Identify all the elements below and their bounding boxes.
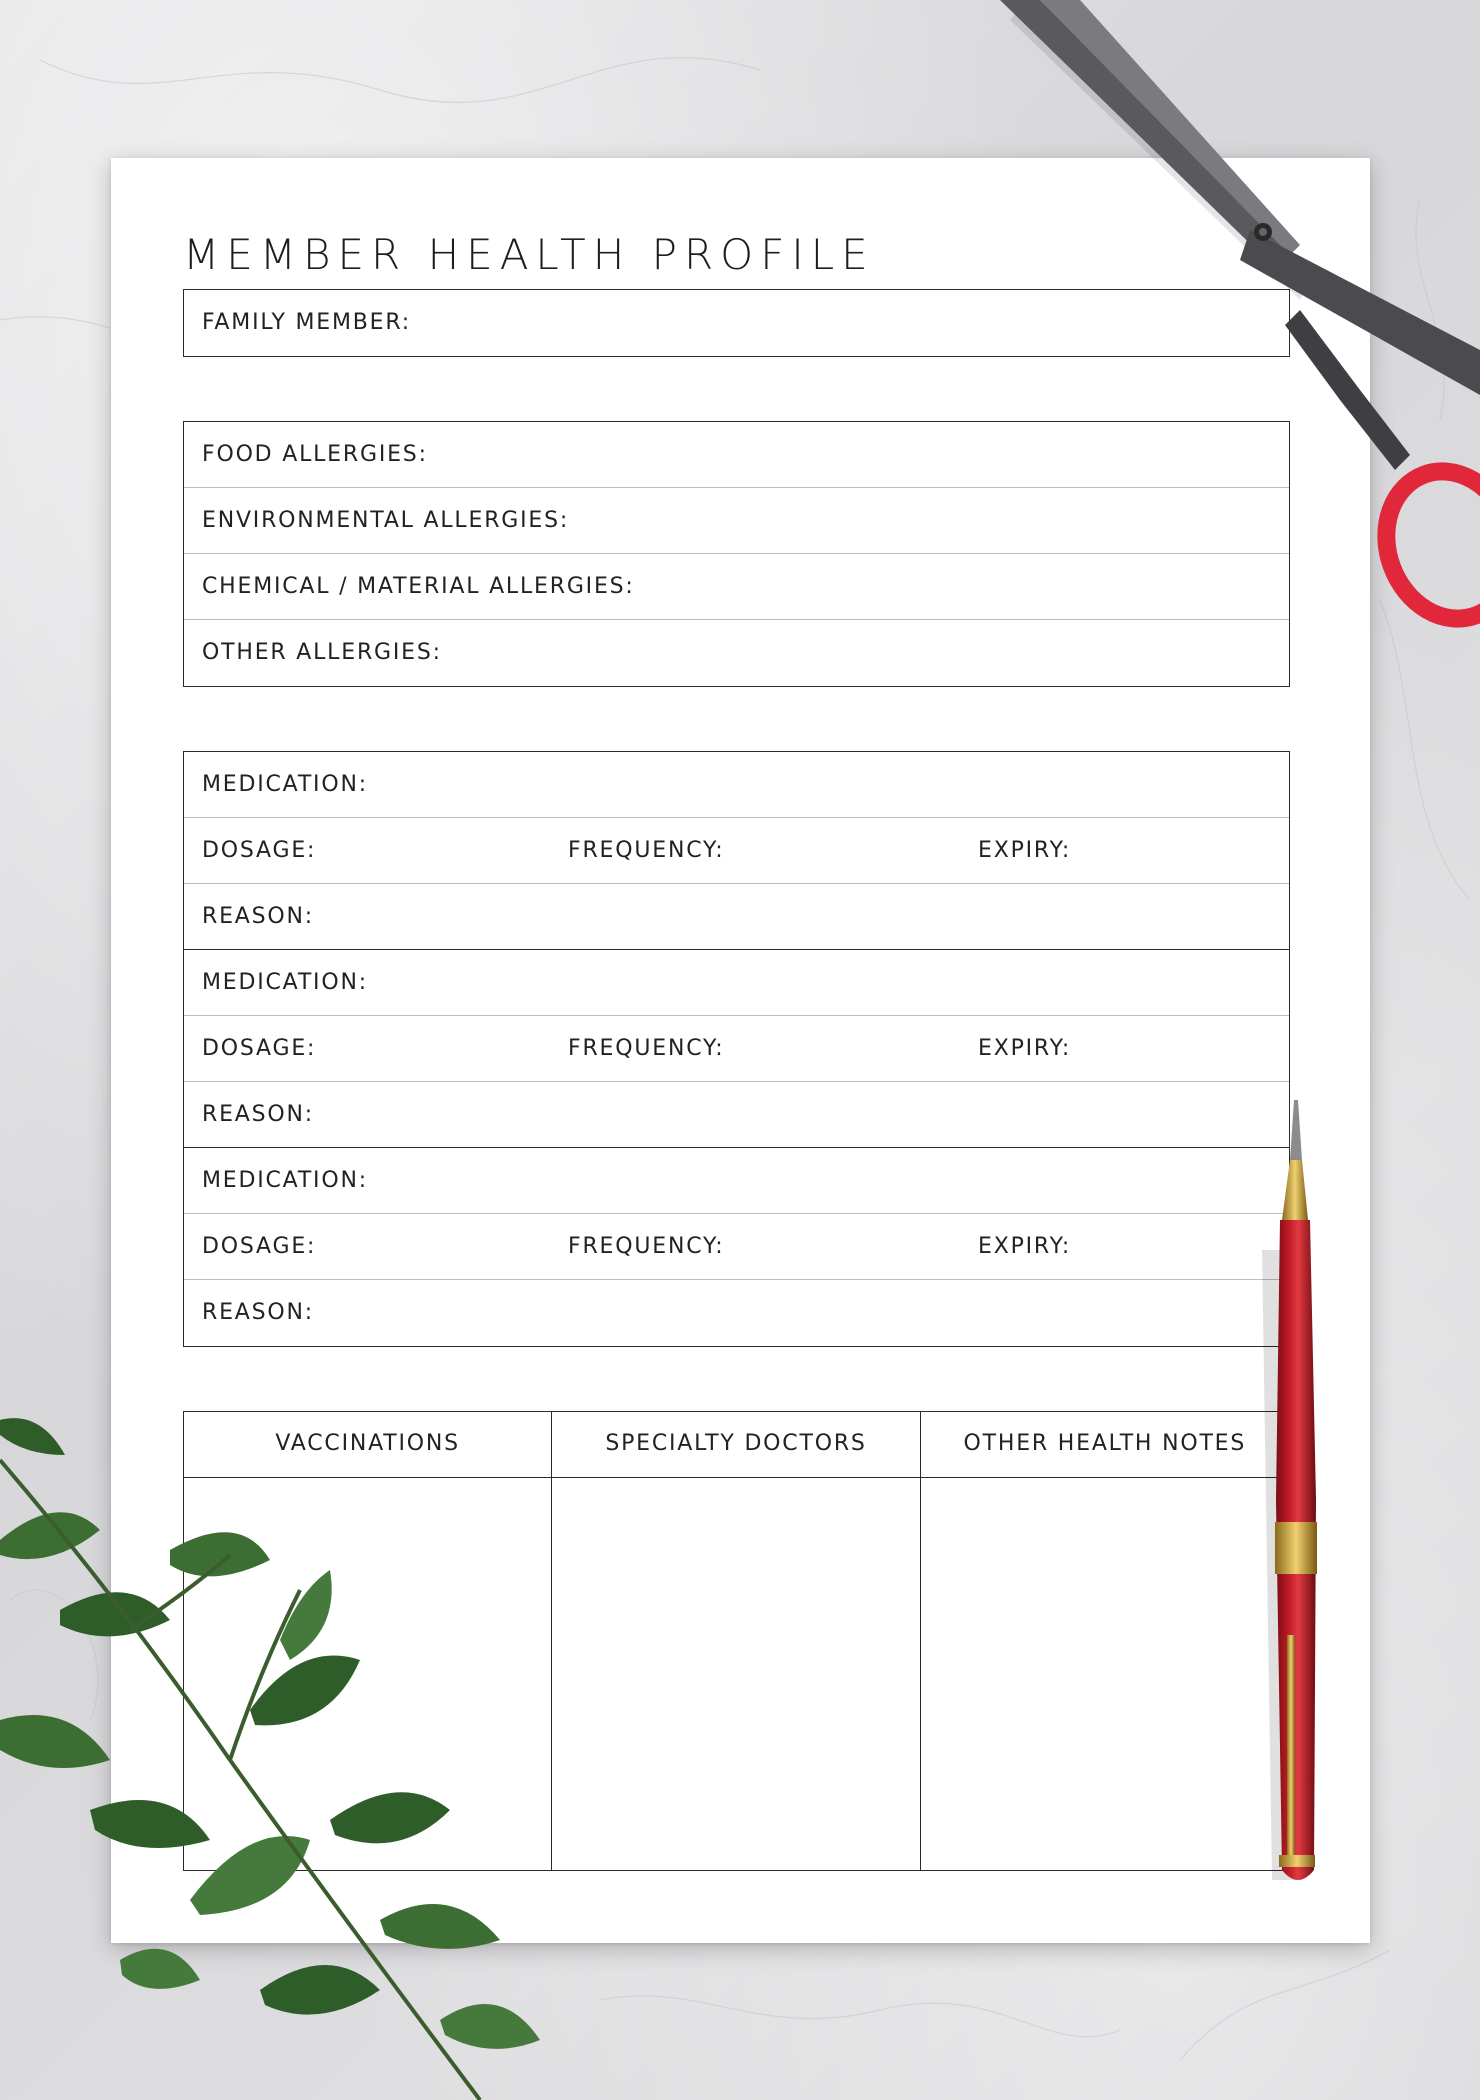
dosage-row (184, 1016, 1289, 1082)
vaccinations-area[interactable] (184, 1478, 552, 1870)
reason-field[interactable] (184, 1082, 1289, 1148)
page-title: MEMBER HEALTH PROFILE (183, 230, 875, 279)
allergies-box (183, 421, 1290, 687)
medication-label: MEDICATION: (202, 970, 368, 995)
family-member-field[interactable] (184, 290, 1289, 356)
reason-label: REASON: (202, 904, 314, 929)
reason-field[interactable] (184, 1280, 1289, 1346)
frequency-label: FREQUENCY: (568, 838, 725, 863)
dosage-row (184, 1214, 1289, 1280)
medications-box (183, 751, 1290, 1347)
frequency-label: FREQUENCY: (568, 1234, 725, 1259)
dosage-label: DOSAGE: (202, 838, 317, 863)
food-allergies-field[interactable] (184, 422, 1289, 488)
chemical-allergies-label: CHEMICAL / MATERIAL ALLERGIES: (202, 574, 635, 599)
frequency-label: FREQUENCY: (568, 1036, 725, 1061)
vaccinations-header: VACCINATIONS (184, 1412, 552, 1478)
other-health-notes-header: OTHER HEALTH NOTES (921, 1412, 1289, 1478)
expiry-label: EXPIRY: (978, 1234, 1072, 1259)
other-allergies-label: OTHER ALLERGIES: (202, 640, 442, 665)
other-allergies-field[interactable] (184, 620, 1289, 686)
expiry-label: EXPIRY: (978, 1036, 1072, 1061)
notes-grid (183, 1411, 1290, 1871)
environmental-allergies-field[interactable] (184, 488, 1289, 554)
environmental-allergies-label: ENVIRONMENTAL ALLERGIES: (202, 508, 570, 533)
dosage-label: DOSAGE: (202, 1234, 317, 1259)
family-member-label: FAMILY MEMBER: (202, 310, 411, 335)
medication-label: MEDICATION: (202, 1168, 368, 1193)
chemical-allergies-field[interactable] (184, 554, 1289, 620)
medication-field[interactable] (184, 1148, 1289, 1214)
specialty-doctors-area[interactable] (552, 1478, 920, 1870)
reason-label: REASON: (202, 1300, 314, 1325)
planner-page (111, 158, 1370, 1943)
medication-field[interactable] (184, 950, 1289, 1016)
food-allergies-label: FOOD ALLERGIES: (202, 442, 428, 467)
reason-label: REASON: (202, 1102, 314, 1127)
other-health-notes-area[interactable] (921, 1478, 1289, 1870)
expiry-label: EXPIRY: (978, 838, 1072, 863)
reason-field[interactable] (184, 884, 1289, 950)
medication-label: MEDICATION: (202, 772, 368, 797)
dosage-row (184, 818, 1289, 884)
family-member-box (183, 289, 1290, 357)
medication-field[interactable] (184, 752, 1289, 818)
dosage-label: DOSAGE: (202, 1036, 317, 1061)
specialty-doctors-header: SPECIALTY DOCTORS (552, 1412, 920, 1478)
